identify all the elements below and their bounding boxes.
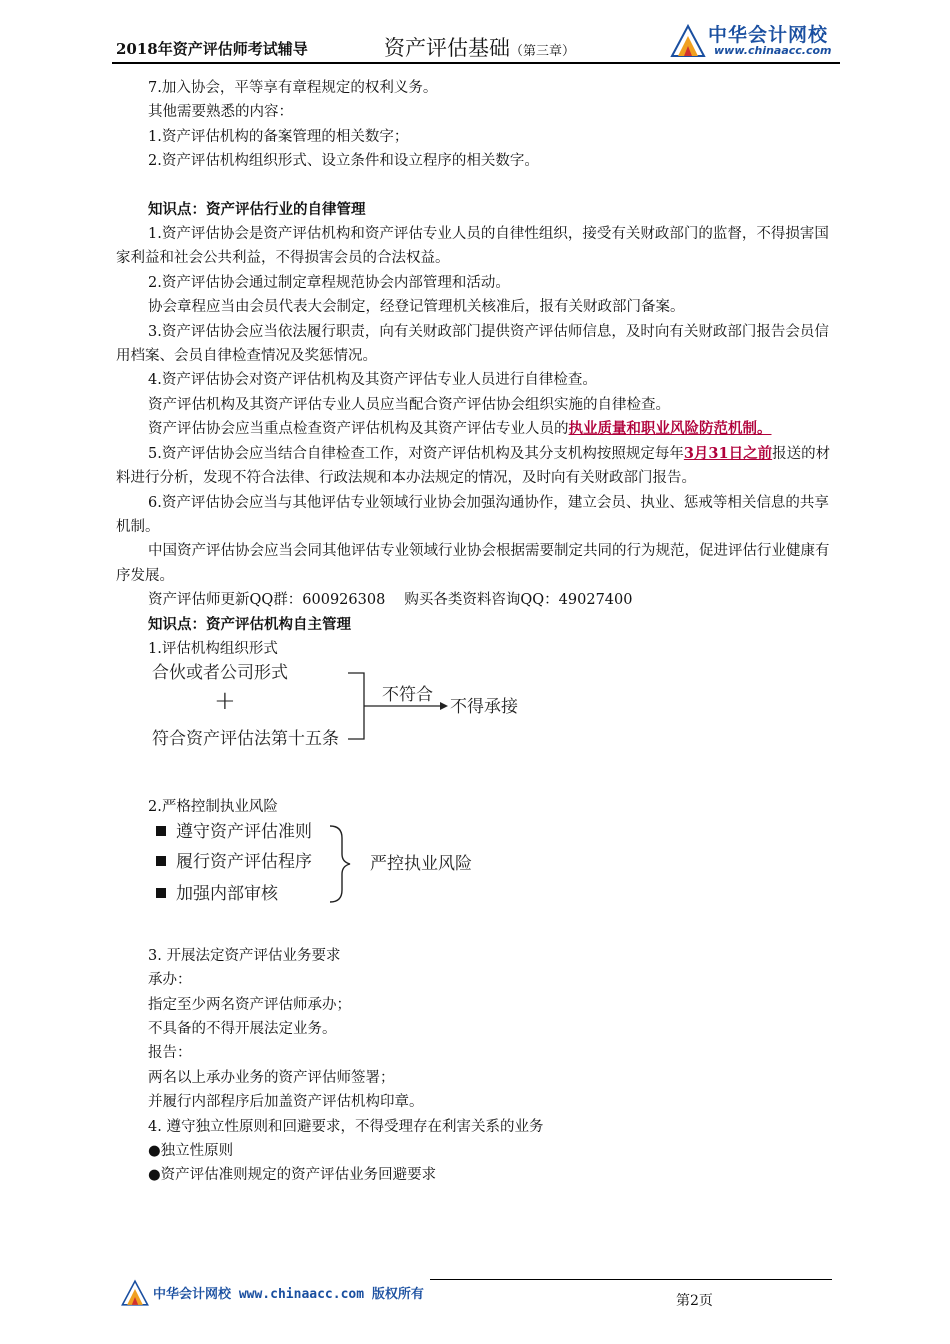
footer-rule	[430, 1279, 832, 1280]
paragraph	[116, 442, 836, 491]
text-line: 2.资产评估机构组织形式、设立条件和设立程序的相关数字。	[148, 153, 539, 170]
page-content	[116, 76, 836, 1188]
text-line: 7.加入协会，平等享有章程规定的权利义务。	[148, 80, 438, 96]
paragraph: 1.资产评估协会是资产评估机构和资产评估专业人员的自律性组织，接受有关财政部门的监督，不得损害国家利益和社会公共利益，不得损害会员的合法权益。	[116, 226, 829, 267]
diagram-bottom-label: 符合资产评估法第十五条	[152, 729, 339, 750]
footer-copyright[interactable]: 中华会计网校 www.chinaacc.com 版权所有	[153, 1287, 424, 1302]
paragraph: 4.资产评估协会对资产评估机构及其资产评估专业人员进行自律检查。	[148, 372, 597, 389]
section-title: 1.评估机构组织形式	[148, 640, 278, 657]
paragraph: 中国资产评估协会应当会同其他评估专业领域行业协会根据需要制定共同的行为规范，促进评估行业健康有序发展。	[116, 543, 830, 584]
logo-url: www.chinaacc.com	[714, 44, 832, 57]
diagram-top-label: 合伙或者公司形式	[152, 663, 288, 684]
text-span: 资产评估协会应当重点检查资产评估机构及其资产评估专业人员的	[148, 421, 569, 438]
text-line: 1.资产评估机构的备案管理的相关数字；	[148, 128, 409, 145]
highlight-text: 执业质量和职业风险防范机制。	[568, 420, 772, 438]
risk-item-label: 遵守资产评估准则	[176, 821, 312, 842]
plus-sign: +	[214, 686, 236, 717]
section-title: 3. 开展法定资产评估业务要求	[148, 947, 341, 964]
text-line: 并履行内部程序后加盖资产评估机构印章。	[148, 1094, 424, 1111]
header-logo[interactable]	[668, 18, 840, 62]
text-line: 报告：	[148, 1045, 192, 1062]
header-rule	[112, 62, 840, 64]
header-chapter: （第三章）	[510, 44, 576, 59]
text-span: 5.资产评估协会应当结合自律检查工作，对资产评估机构及其分支机构按照规定每年	[148, 445, 684, 462]
page-number: 第2页	[676, 1293, 713, 1309]
logo-name: 中华会计网校	[708, 24, 829, 46]
text-line: 承办：	[148, 972, 192, 989]
org-form-diagram	[116, 661, 836, 771]
text-line: 不具备的不得开展法定业务。	[148, 1020, 337, 1037]
brace-icon	[116, 820, 376, 920]
paragraph: 6.资产评估协会应当与其他评估专业领域行业协会加强沟通协作，建立会员、执业、惩戒等相关信息的共享机制。	[116, 494, 829, 535]
header-subject: 资产评估基础	[384, 36, 510, 60]
paragraph	[116, 417, 836, 441]
paragraph: 协会章程应当由会员代表大会制定，经登记管理机关核准后，报有关财政部门备案。	[148, 299, 685, 316]
footer-logo-icon	[118, 1278, 152, 1308]
risk-item-label: 履行资产评估程序	[176, 851, 312, 872]
logo-triangle-icon	[668, 22, 708, 60]
section-title: 4. 遵守独立性原则和回避要求，不得受理存在利害关系的业务	[148, 1118, 544, 1135]
risk-control-diagram	[116, 820, 836, 920]
text-span: 报送的材料进行分析，发现不符合法律、行政法规和本办法规定的情况，及时向有关财政部门报告。	[116, 445, 831, 487]
qq-info: 资产评估师更新QQ群：600926308 购买各类资料咨询QQ：49027400	[148, 592, 633, 609]
text-line: 两名以上承办业务的资产评估师签署；	[148, 1069, 395, 1086]
highlight-text: 3月31日之前	[683, 444, 773, 462]
header-course: 2018年资产评估师考试辅导	[116, 40, 308, 58]
arrow-label: 不符合	[382, 685, 433, 706]
bullet-item: ●独立性原则	[148, 1143, 234, 1159]
paragraph: 2.资产评估协会通过制定章程规范协会内部管理和活动。	[148, 274, 510, 291]
paragraph: 3.资产评估协会应当依法履行职责，向有关财政部门提供资产评估师信息，及时向有关财政部门报告会员信用档案、会员自律检查情况及奖惩情况。	[116, 323, 829, 365]
header-title	[384, 32, 575, 62]
bullet-item: ●资产评估准则规定的资产评估业务回避要求	[148, 1167, 437, 1184]
section-title: 2.严格控制执业风险	[148, 799, 278, 816]
risk-result: 严控执业风险	[370, 853, 472, 874]
diagram-result: 不得承接	[450, 697, 518, 718]
text-line: 其他需要熟悉的内容：	[148, 104, 293, 121]
risk-item-label: 加强内部审核	[176, 883, 278, 904]
text-line: 指定至少两名资产评估师承办；	[148, 996, 351, 1013]
knowledge-point-heading: 知识点：资产评估机构自主管理	[148, 615, 351, 633]
knowledge-point-heading: 知识点：资产评估行业的自律管理	[148, 200, 366, 218]
page-header	[112, 18, 840, 62]
paragraph: 资产评估机构及其资产评估专业人员应当配合资产评估协会组织实施的自律检查。	[148, 396, 670, 413]
